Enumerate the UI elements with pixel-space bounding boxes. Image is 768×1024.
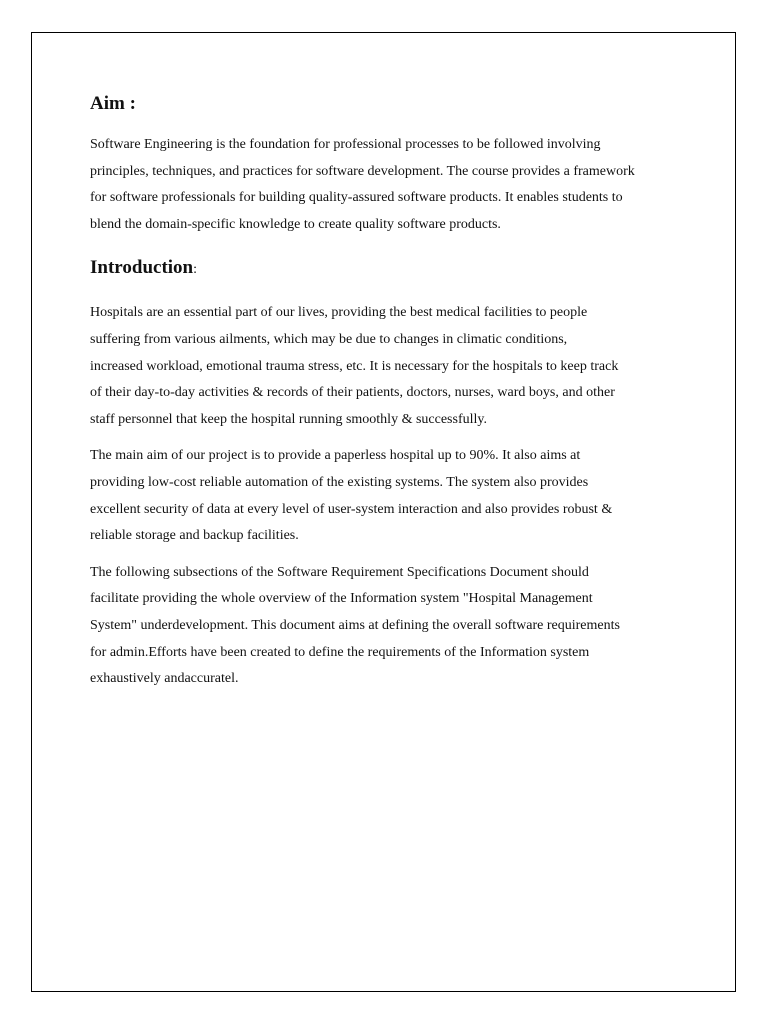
introduction-heading <box>90 256 690 282</box>
aim-line: blend the domain-specific knowledge to create quality software products. <box>90 216 501 232</box>
introduction-paragraph-1 <box>90 300 690 433</box>
aim-line: Software Engineering is the foundation for professional processes to be followed involving <box>90 137 601 152</box>
aim-paragraph <box>90 132 690 238</box>
intro-line: System" underdevelopment. This document aims at defining the overall software requirements <box>90 617 620 633</box>
intro-line: The main aim of our project is to provide a paperless hospital up to 90%. It also aims at <box>90 448 581 464</box>
intro-line: providing low-cost reliable automation of the existing systems. The system also provides <box>90 474 589 490</box>
aim-line: for software professionals for building quality-assured software products. It enables students to <box>90 190 623 206</box>
intro-line: excellent security of data at every level of user-system interaction and also provides robust & <box>90 501 613 517</box>
intro-line: for admin.Efforts have been created to define the requirements of the Information system <box>90 644 590 660</box>
intro-line: suffering from various ailments, which may be due to changes in climatic conditions, <box>90 331 568 347</box>
introduction-heading-colon: : <box>193 262 198 278</box>
intro-line: of their day-to-day activities & records of their patients, doctors, nurses, ward boys, and other <box>90 385 615 401</box>
document-content <box>90 92 690 693</box>
introduction-heading-text: Introduction <box>90 257 194 279</box>
intro-line: staff personnel that keep the hospital running smoothly & successfully. <box>90 411 487 427</box>
aim-line: principles, techniques, and practices for software development. The course provides a framework <box>90 163 635 179</box>
intro-line: Hospitals are an essential part of our lives, providing the best medical facilities to people <box>90 305 588 321</box>
intro-line: exhaustively andaccuratel. <box>90 671 239 687</box>
introduction-paragraph-3 <box>90 560 690 693</box>
intro-line: The following subsections of the Software Requirement Specifications Document should <box>90 564 589 580</box>
intro-line: facilitate providing the whole overview of the Information system "Hospital Management <box>90 591 593 607</box>
intro-line: increased workload, emotional trauma stress, etc. It is necessary for the hospitals to keep track <box>90 358 619 374</box>
introduction-paragraph-2 <box>90 443 690 549</box>
intro-line: reliable storage and backup facilities. <box>90 528 299 544</box>
aim-heading: Aim : <box>90 93 136 114</box>
